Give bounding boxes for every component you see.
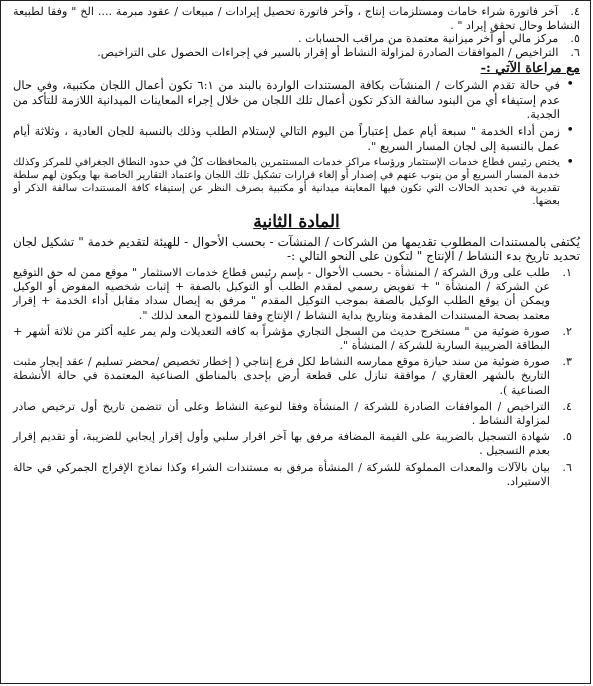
document-item <box>13 460 572 489</box>
document-item-number: ٣. <box>562 355 572 369</box>
document-item-text: صورة ضوئية من سند حيازة موقع ممارسه النشاط لكل فرع إنتاجي ( إخطار تخصيص /محضر تسليم / عقد إيجار مثبت التاريخ بالشهر العقاري / موافقة تنازل على قطعة أرض بإحدى بالمناطق الصناعية المعتمدة في حالة الأنشطة الصناعية ). <box>13 355 550 397</box>
top-item-number: ٦. <box>570 45 580 59</box>
top-item-6 <box>13 46 580 60</box>
document-item-text: طلب على ورق الشركة / المنشأة - بحسب الأحوال - بإسم رئيس قطاع خدمات الاستثمار " موقع ممن له حق التوقيع عن الشركة / المنشأة " + تفويض رسمي لمقدم الطلب أو التوكيل بالصفة + إثبات شخصيه المفوض أو الوكيل ويمكن أن يوقع الطلب الوكيل بالصفة بموجب التوكيل المقدم " مرفق به إيصال سداد مقابل أداء الخدمة + إقرار معتمد بصحة المستندات المقدمة وبتاريخ بداية النشاط / الإنتاج وفقا للنموذج المعد لذلك ". <box>13 266 550 322</box>
top-items <box>13 5 580 59</box>
document-item-number: ٦. <box>562 460 572 474</box>
top-item-number: ٥. <box>570 32 580 46</box>
note-item: • في حالة تقدم الشركات / المنشآت بكافة المستندات الواردة بالبند من ٦:١ تكون أعمال اللجان مكتبية، وفي حال عدم إستيفاء أي من البنود سالفة الذكر تكون أعمال تلك اللجان من خلال إجراء المعاينات الميدانية اللازمة للتأكد من الجدية. <box>13 78 560 121</box>
document-item-number: ١. <box>562 266 572 280</box>
document-item-text: بيان بالآلات والمعدات المملوكة للشركة / المنشأة مرفق به مستندات الشراء وكذا نماذج الإفراج الجمركي في حالة الاستيراد. <box>13 460 550 488</box>
top-item-text: التراخيص / الموافقات الصادرة لمزاولة النشاط أو إقرار بالسير في إجراءات الحصول على التراخيص. <box>97 45 559 59</box>
note-item: • زمن أداء الخدمة " سبعة أيام عمل إعتباراً من اليوم التالي لإستلام الطلب وذلك بالنسبة للجان العادية ، وثلاثة أيام عمل بالنسبة إلى لجان المسار السريع ". <box>13 124 560 153</box>
document-item <box>13 266 572 323</box>
notes-heading: مع مراعاة الآتي :- <box>480 61 580 77</box>
notes-list <box>13 78 580 207</box>
document-item-text: التراخيص / الموافقات الصادرة للشركة / المنشأة وفقا لنوعية النشاط وعلى أن تتضمن تاريخ أول ترخيص صادر لمزاولة النشاط . <box>13 399 550 428</box>
document-item-text: شهادة التسجيل بالضريبة على القيمة المضافة مرفق بها آخر اقرار سلبي وأول إقرار إيجابي للضريبة، أو تقديم إقرار بعدم التسجيل . <box>13 430 550 458</box>
document-item <box>13 430 572 458</box>
top-item-4 <box>13 5 580 32</box>
article-title: المادة الثانية <box>253 211 340 232</box>
article-intro: يُكتفى بالمستندات المطلوب تقديمها من الشركات / المنشآت - بحسب الأحوال - للهيئة لتقديم خدمة " تشكيل لجان تحديد تاريخ بدء النشاط / الإنتاج " لتكون على النحو التالي :- <box>13 234 580 264</box>
top-item-number: ٤. <box>570 5 580 18</box>
document-item-number: ٢. <box>562 324 572 338</box>
top-item-text: آخر فاتورة شراء خامات ومستلزمات إنتاج ، وآخر فاتورة تحصيل إيرادات / مبيعات / عقود مبرمة .... الخ " وفقا لطبيعة النشاط وحال تحقق إيراد " . <box>13 5 580 32</box>
document-item-text: صورة ضوئية من " مستخرج حديث من السجل التجاري مؤشراً به كافه التعديلات ولم يمر عليه أكثر من ثلاثة أشهر + البطاقة الضريبية السارية للشركة / المنشأة ". <box>13 324 550 353</box>
document-item <box>13 399 572 428</box>
document-item-number: ٥. <box>562 430 572 444</box>
document-item <box>13 324 572 353</box>
top-item-text: مركز مالي أو آخر ميزانية معتمدة من مراقب الحسابات . <box>297 32 559 46</box>
top-item-5 <box>13 32 580 46</box>
note-item: • يختص رئيس قطاع خدمات الإستثمار ورؤساء مراكز خدمات المستثمرين بالمحافظات كلٌ في حدود النطاق الجغرافي للمركز وكذلك خدمة المسار السريع أو من ينوب عنهم في إصدار أو إلغاء قرارات تشكيل تلك اللجان واعتماد التقارير الخاصة بها ويكون لهم سلطة تقديرية في تحديد الحالات التي تكون فيها المعاينة ميدانية أو مكتبية بصرف النظر عن إستيفاء كافة المستندات سالفة الذكر أو بعضها. <box>13 156 560 208</box>
document-item <box>13 355 572 398</box>
document-item-number: ٤. <box>562 399 572 413</box>
required-documents-list <box>13 266 580 489</box>
